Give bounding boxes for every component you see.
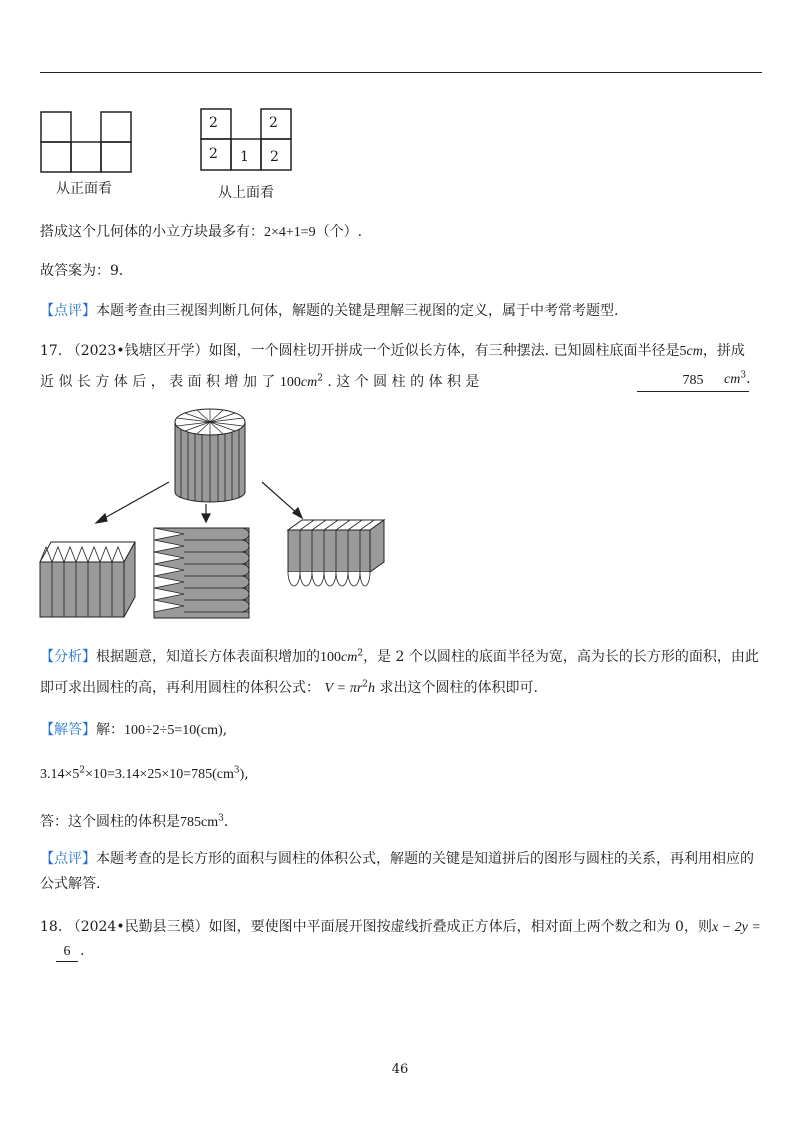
q17-analysis-line2: 即可求出圆柱的高，再利用圆柱的体积公式： $V = \pi r^2h$ 求出这个圆柱的体积即可. [40, 679, 538, 696]
q17-comment-line2: 公式解答. [40, 876, 101, 892]
q17-volume-unit: $cm^3$. [724, 370, 751, 387]
page-number: 46 [391, 1062, 409, 1077]
comment-tag: 【点评】 [40, 303, 96, 319]
front-view-label: 从正面看 [56, 181, 112, 197]
q18-stem: 18. （2024•民勤县三模）如图，要使图中平面展开图按虚线折叠成正方体后，相对面上两个数之和为 0，则x − 2y = [40, 919, 761, 935]
q18-period: . [80, 943, 85, 959]
q17-solution-line1: 【解答】解：100÷2÷5=10(cm), [40, 722, 228, 738]
front-cell-top-right [101, 112, 131, 142]
cylinder [175, 409, 245, 502]
q17-solution-line2: $3.14\times 5^2\times 10=3.14\times 25\times 10=785(cm^3)$, [40, 765, 249, 782]
analysis-tag: 【分析】 [40, 649, 96, 665]
q16-comment: 【点评】本题考查由三视图判断几何体，解题的关键是理解三视图的定义，属于中考常考题型. [40, 303, 619, 319]
arrangement-right [288, 520, 384, 586]
arrangement-left [40, 542, 135, 617]
q16-count-line: 搭成这个几何体的小立方块最多有：2×4+1=9（个）. [40, 224, 363, 240]
top-cell-r1c1: 2 [209, 115, 218, 131]
top-cell-r2c2: 1 [240, 149, 249, 165]
front-view-diagram [40, 111, 132, 177]
top-cell-r1c3: 2 [269, 115, 278, 131]
solution-tag: 【解答】 [40, 722, 96, 738]
q16-answer: 故答案为：9. [40, 263, 124, 279]
front-cell-top-left [41, 112, 71, 142]
header-rule [40, 72, 762, 73]
front-cell-bottom-left [41, 142, 71, 172]
front-cell-bottom-right [101, 142, 131, 172]
q17-stem-line1: 17. （2023•钱塘区开学）如图，一个圆柱切开拼成一个近似长方体，有三种摆法. 已知圆柱底面半径是5cm，拼成 [40, 343, 745, 359]
q17-comment-line1: 【点评】本题考查的是长方形的面积与圆柱的体积公式，解题的关键是知道拼后的图形与圆柱的关系，再利用相应的 [40, 851, 754, 867]
q17-analysis-line1: 【分析】根据题意，知道长方体表面积增加的$100cm^2$，是 2 个以圆柱的底面半径为宽，高为长的长方形的面积，由此 [40, 648, 759, 665]
top-cell-r2c1: 2 [209, 146, 218, 162]
arrangement-middle [154, 528, 249, 618]
top-view-label: 从上面看 [218, 185, 274, 201]
front-view-grid [40, 111, 132, 173]
q17-stem-line2: 近 似 长 方 体 后 ， 表 面 积 增 加 了 $100cm^2$ . 这 个 圆 柱 的 体 积 是 [40, 373, 480, 390]
top-cell-r2c3: 2 [270, 149, 279, 165]
cylinder-cut-figure [36, 392, 396, 624]
q17-answer-blank: 785 [637, 372, 749, 392]
comment-tag-2: 【点评】 [40, 851, 96, 867]
q17-final-answer: 答：这个圆柱的体积是$785cm^3$. [40, 813, 229, 830]
front-cell-bottom-mid [71, 142, 101, 172]
q18-answer-blank: 6 [56, 943, 78, 962]
